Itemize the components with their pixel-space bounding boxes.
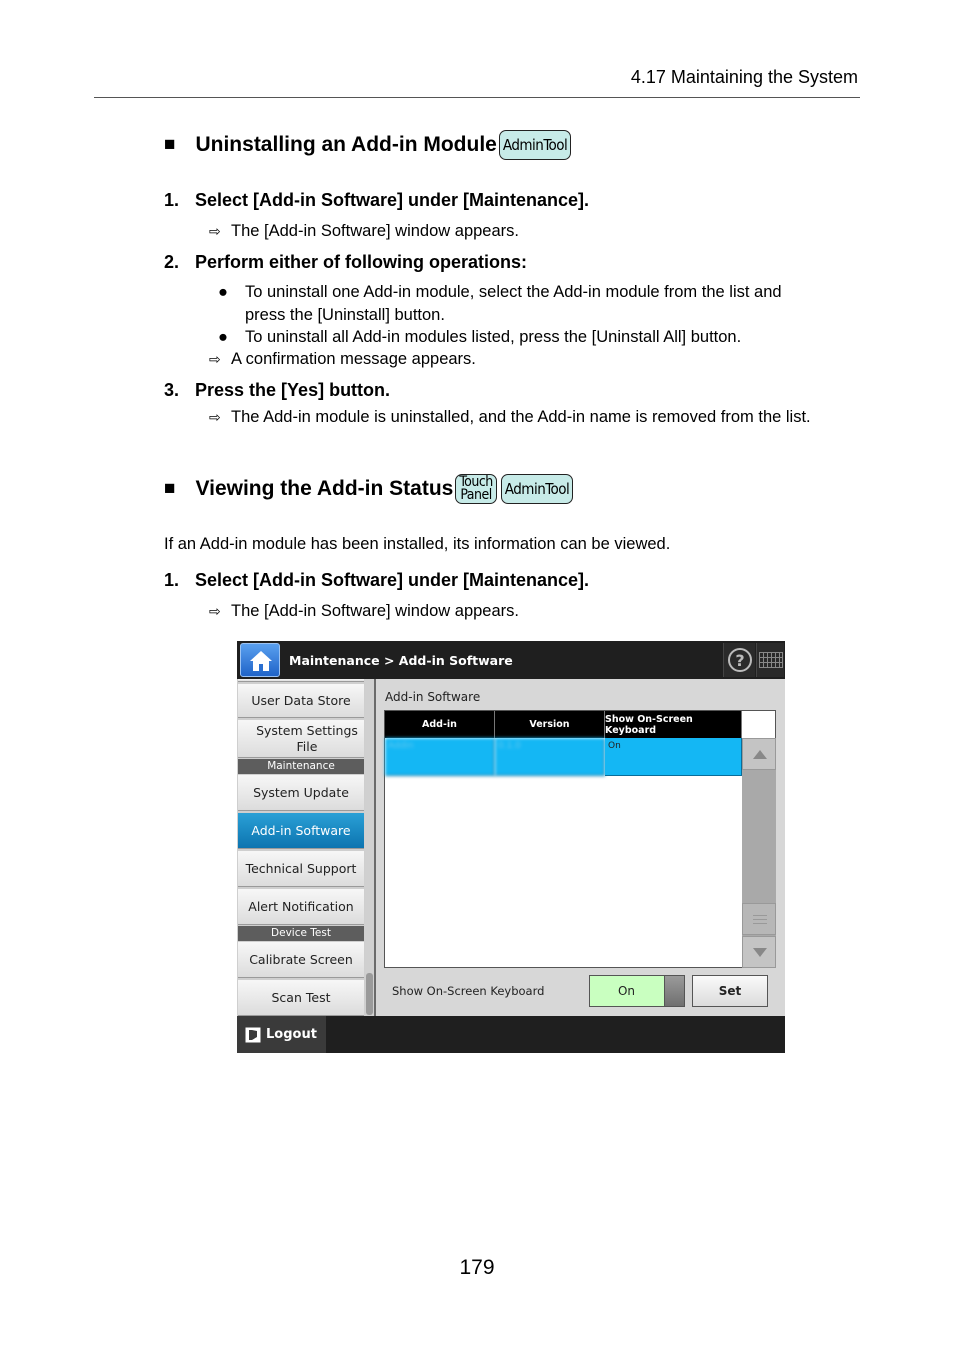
running-header: 4.17 Maintaining the System [630,67,858,87]
scroll-up-button[interactable] [742,738,776,770]
step-1-result: ⇨ The [Add-in Software] window appears. [209,602,519,620]
step-1: 1. Select [Add-in Software] under [Maintenance]. [164,190,590,210]
result-arrow-icon: ⇨ [209,409,221,425]
set-button[interactable]: Set [692,975,768,1007]
section-title-text: Viewing the Add-in Status [195,477,454,500]
content-title: Add-in Software [385,690,481,704]
header-rule [94,97,860,98]
sidebar-item-alert-notification[interactable]: Alert Notification [238,889,364,925]
sidebar [237,679,374,1016]
result-arrow-icon: ⇨ [209,603,221,619]
scroll-grip[interactable] [742,903,776,935]
keyboard-setting-label: Show On-Screen Keyboard [392,984,545,998]
table-scrollbar[interactable] [742,738,776,968]
arrow-down-icon [753,948,767,957]
touchpanel-badge: Touch Panel [455,474,496,504]
sidebar-item-technical-support[interactable]: Technical Support [238,851,364,887]
sidebar-item-scan-test[interactable]: Scan Test [238,980,364,1016]
keyboard-icon [759,652,783,668]
admintool-badge: AdminTool [501,474,573,504]
sidebar-item-add-in-software[interactable]: Add-in Software [238,813,364,849]
admintool-badge: AdminTool [499,130,571,160]
table-cell-version[interactable]: 0.1.0 [495,738,605,776]
column-header-version: Version [495,711,605,738]
keyboard-toggle[interactable] [589,975,685,1007]
home-button[interactable] [240,643,280,677]
table-cell-keyboard[interactable]: On [605,738,742,776]
bottom-bar [237,1016,785,1053]
home-icon [249,650,273,672]
sidebar-scroll-thumb[interactable] [366,973,373,1015]
svg-text:?: ? [735,651,745,670]
sidebar-scrollbar[interactable] [365,679,374,1016]
section-square: ■ [164,134,176,155]
page-number: 179 [459,1256,495,1279]
content-panel [376,679,785,1016]
column-header-addin: Add-in [385,711,495,738]
table-cell-addin[interactable]: Addin [385,738,495,776]
column-header-keyboard: Show On-Screen Keyboard [605,711,742,738]
section-title-uninstall [164,130,571,160]
step-2-result: ⇨ A confirmation message appears. [209,350,476,368]
breadcrumb: Maintenance > Add-in Software [289,653,513,668]
step-3-result: ⇨ The Add-in module is uninstalled, and the Add-in name is removed from the list. [209,408,811,426]
step-1-result: ⇨ The [Add-in Software] window appears. [209,222,519,240]
sidebar-item-user-data-store[interactable]: User Data Store [238,684,364,718]
help-icon [726,646,754,674]
toggle-value: On [617,984,636,998]
keyboard-button[interactable] [756,643,784,677]
addin-table [384,710,776,968]
sidebar-item-partial [238,679,364,682]
bullet-item: ● To uninstall all Add-in modules listed, press the [Uninstall All] button. [218,326,741,349]
result-arrow-icon: ⇨ [209,223,221,239]
step-1: 1. Select [Add-in Software] under [Maintenance]. [164,570,590,590]
intro-paragraph: If an Add-in module has been installed, its information can be viewed. [164,535,671,553]
title-bar [237,641,785,679]
sidebar-header-maintenance: Maintenance [238,759,364,774]
addin-software-screenshot [237,641,785,1053]
section-title-view-status [164,474,573,504]
sidebar-header-device-test: Device Test [238,926,364,941]
sidebar-item-system-settings-file[interactable]: System Settings File [238,720,364,758]
scroll-down-button[interactable] [742,936,776,968]
section-title-text: Uninstalling an Add-in Module [195,133,497,156]
help-button[interactable] [723,643,755,677]
logout-button[interactable]: Logout [237,1016,326,1053]
sidebar-item-system-update[interactable]: System Update [238,775,364,811]
arrow-up-icon [753,750,767,759]
bullet-dot-icon: ● [218,283,228,301]
section-square: ■ [164,478,176,499]
bullet-dot-icon: ● [218,328,228,346]
bullet-item: ● To uninstall one Add-in module, select the Add-in module from the list and press the [Uninstall] button. [218,283,782,324]
sidebar-item-calibrate-screen[interactable]: Calibrate Screen [238,942,364,978]
step-3: 3. Press the [Yes] button. [164,380,391,400]
step-2: 2. Perform either of following operations: [164,252,528,272]
result-arrow-icon: ⇨ [209,351,221,367]
logout-icon [245,1027,261,1043]
toggle-knob[interactable] [664,976,684,1006]
